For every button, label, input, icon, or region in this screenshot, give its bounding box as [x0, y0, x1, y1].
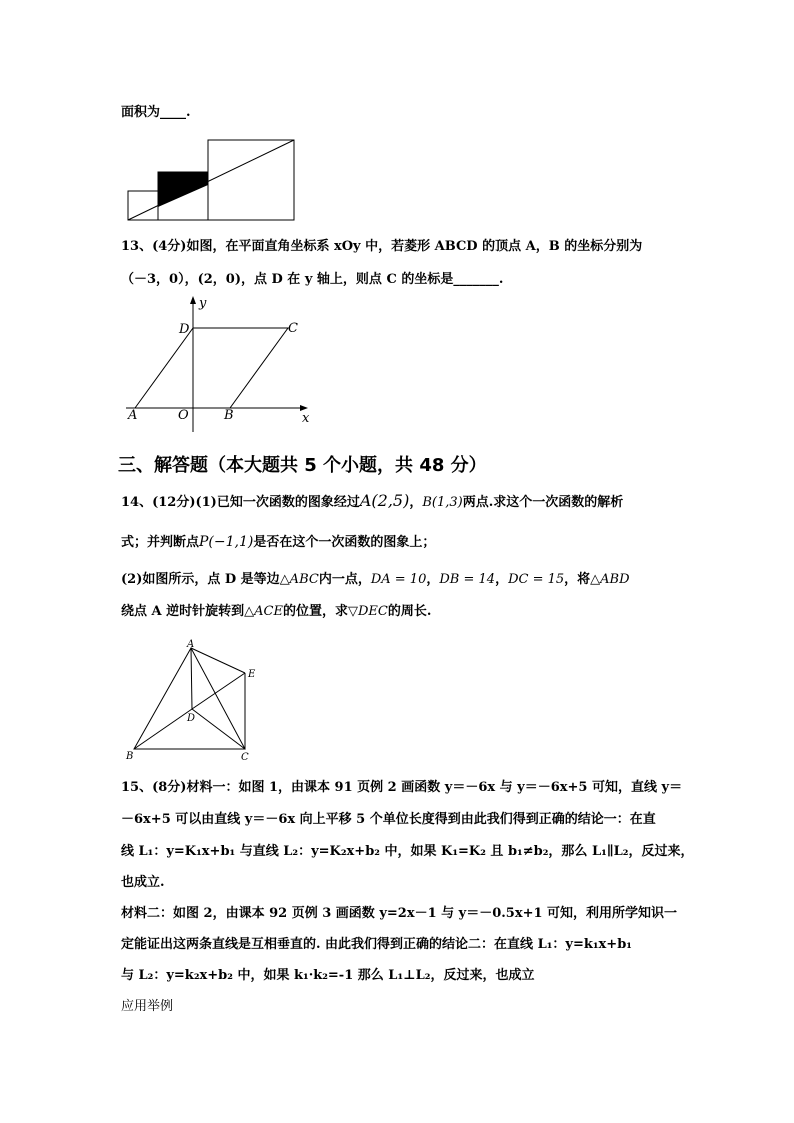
q14-line1-b: 两点.求这个一次函数的解析	[462, 495, 624, 510]
segment-de	[192, 673, 245, 709]
segment-bd	[134, 709, 192, 749]
label-a: A	[187, 639, 195, 650]
q12-area-text: 面积为____.	[121, 105, 191, 120]
label-x: x	[302, 411, 310, 426]
tri-ace: △ACE	[244, 604, 283, 619]
length-dc: DC = 15	[508, 572, 565, 587]
segment-dc	[192, 709, 245, 749]
segment-ae	[191, 648, 245, 673]
tri-dec: ▽DEC	[347, 604, 388, 619]
q14-line1-a: 14、(12分)(1)已知一次函数的图象经过	[121, 495, 360, 510]
small-square	[128, 191, 158, 220]
tri-abc: △ABC	[279, 572, 319, 587]
q15-line2: －6x+5 可以由直线 y＝－6x 向上平移 5 个单位长度得到由此我们得到正确的结论一：在直	[121, 812, 656, 827]
label-c: C	[288, 321, 298, 336]
triangle-abc	[134, 648, 245, 749]
length-db: DB = 14	[439, 572, 496, 587]
label-a: A	[128, 408, 138, 423]
point-p: P(−1,1)	[199, 534, 254, 550]
label-c: C	[241, 752, 249, 763]
q14-line4-b: 的位置，求	[282, 604, 348, 619]
q13-line2: （－3，0），(2，0)，点 D 在 y 轴上，则点 C 的坐标是_______.	[121, 272, 504, 287]
q12-squares-figure	[126, 138, 298, 222]
segment-ad	[191, 648, 192, 709]
q14-line2	[121, 533, 435, 552]
diagonal-line	[128, 140, 294, 220]
label-b: B	[224, 408, 234, 423]
q15-line6: 定能证出这两条直线是互相垂直的. 由此我们得到正确的结论二：在直线 L₁：y=k₁x+b₁	[121, 937, 632, 952]
q14-line3-c: ，将	[564, 572, 591, 587]
q14-line1	[121, 492, 623, 512]
q14-line4-c: 的周长.	[387, 604, 432, 619]
q14-line2-b: 是否在这个一次函数的图象上；	[253, 535, 436, 550]
length-da: DA = 10	[370, 572, 427, 587]
q14-line3: (2)如图所示，点 D 是等边△ABC内一点，DA = 10，DB = 14，DC = 15，将△ABD	[121, 572, 630, 587]
label-d: D	[179, 322, 190, 337]
q15-line3: 线 L₁：y=K₁x+b₁ 与直线 L₂：y=K₂x+b₂ 中，如果 K₁=K₂ 且 b₁≠b₂，那么 L₁∥L₂，反过来，	[121, 844, 694, 859]
tri-abd: △ABD	[590, 572, 630, 587]
q14-line4	[121, 603, 431, 621]
q15-line8: 应用举例	[121, 999, 174, 1014]
q14-triangle-figure	[124, 640, 264, 765]
q14-line4-a: 绕点 A 逆时针旋转到	[121, 604, 245, 619]
section-3-title: 三、解答题（本大题共 5 个小题，共 48 分）	[118, 455, 487, 476]
q14-line3-a: (2)如图所示，点 D 是等边	[121, 572, 280, 587]
q14-sep: ，	[409, 495, 423, 510]
q14-line3-b: 内一点，	[318, 572, 371, 587]
label-e: E	[248, 669, 256, 680]
q15-line1: 15、(8分)材料一：如图 1，由课本 91 页例 2 画函数 y＝－6x 与 y＝－6x+5 可知，直线 y＝	[121, 780, 683, 795]
rhombus-abcd	[135, 328, 288, 408]
q15-line7: 与 L₂：y=k₂x+b₂ 中，如果 k₁·k₂=-1 那么 L₁⊥L₂，反过来，也成立	[121, 968, 535, 983]
q15-line5: 材料二：如图 2，由课本 92 页例 3 画函数 y=2x－1 与 y＝－0.5x+1 可知，利用所学知识一	[121, 906, 678, 921]
point-b: B(1,3)	[422, 495, 463, 510]
label-o: O	[178, 408, 189, 423]
y-axis-arrow	[190, 296, 196, 304]
label-d: D	[187, 713, 196, 724]
label-y: y	[199, 296, 207, 311]
point-a: A(2,5)	[359, 491, 410, 510]
label-b: B	[126, 751, 134, 762]
q14-line2-a: 式；并判断点	[121, 535, 200, 550]
q15-line4: 也成立.	[121, 875, 165, 890]
q13-rhombus-figure	[118, 292, 318, 437]
large-square	[208, 140, 294, 220]
q13-line1: 13、(4分)如图，在平面直角坐标系 xOy 中，若菱形 ABCD 的顶点 A，B 的坐标分别为	[121, 239, 643, 254]
